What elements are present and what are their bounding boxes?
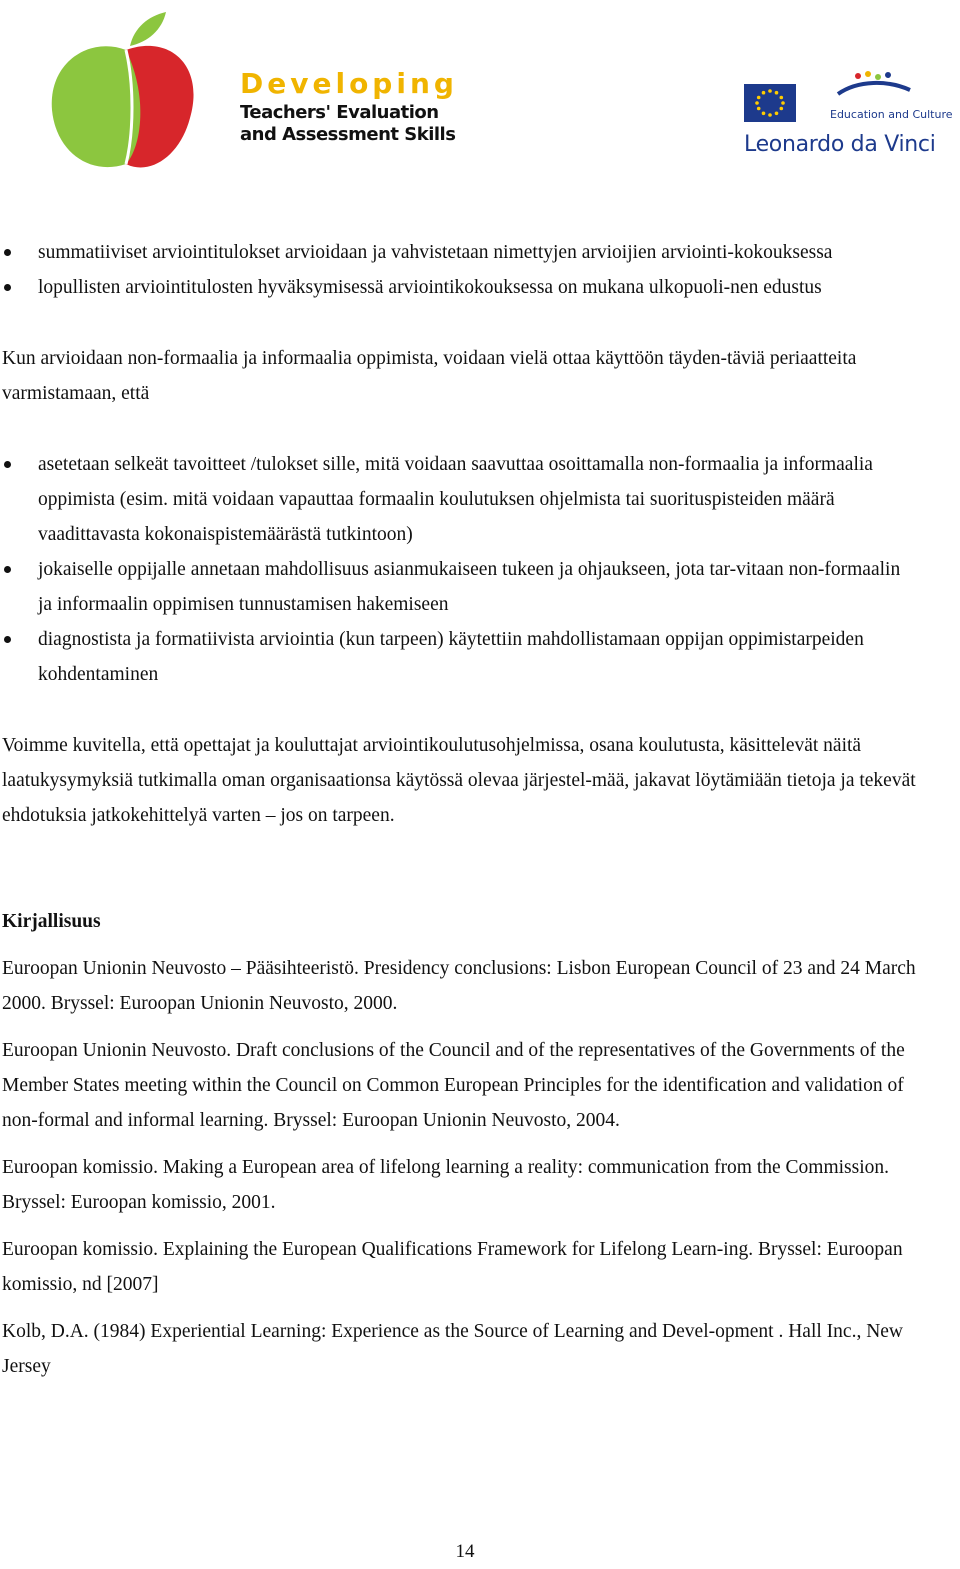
project-logo-text — [240, 67, 458, 148]
list-item: jokaiselle oppijalle annetaan mahdollisuus asianmukaiseen tukeen ja ohjaukseen, jota tar-vitaan non-formaalin ja informaalin oppimisen tunnustamisen hakemiseen — [0, 552, 918, 622]
reference-item: Euroopan Unionin Neuvosto. Draft conclusions of the Council and of the representatives of the Governments of the Member States meeting within the Council on Common European Principles for the identification and validation of non-formal and informal learning. Bryssel: Euroopan Unionin Neuvosto, 2004. — [2, 1040, 905, 1131]
programme-name: Leonardo da Vinci — [744, 132, 936, 157]
list-item: asetetaan selkeät tavoitteet /tulokset sille, mitä voidaan saavuttaa osoittamalla non-formaalia ja informaalia oppimista (esim. mitä voidaan vapauttaa formaalin koulutuksen ohjelmista tai suorituspisteiden määrä vaadittavasta kokonaispistemäärästä tutkintoon) — [0, 447, 918, 552]
list-item: summatiiviset arviointitulokset arvioidaan ja vahvistetaan nimettyjen arvioijien arviointi-kokouksessa — [0, 235, 918, 270]
reference-item: Kolb, D.A. (1984) Experiential Learning: Experience as the Source of Learning and Devel-opment . Hall Inc., New Jersey — [2, 1321, 904, 1377]
logo-line-2: Teachers' Evaluation — [240, 102, 439, 123]
body-paragraph-2: Voimme kuvitella, että opettajat ja kouluttajat arviointikoulutusohjelmissa, osana koulutusta, käsittelevät näitä laatukysymyksiä tutkimalla oman organisaationsa käytössä olevaa järjestel-mää, jakavat löytämiään tietoja ja tekevät ehdotuksia jatkokehittelyä varten – jos on tarpeen. — [2, 735, 916, 826]
leonardo-logo — [740, 68, 956, 164]
programme-label: Education and Culture — [830, 108, 953, 121]
eu-flag-icon — [744, 84, 796, 122]
apple-logo-icon — [30, 6, 210, 184]
bullet-list-2 — [0, 447, 960, 692]
logo-line-3: and Assessment Skills — [240, 124, 456, 145]
reference-item: Euroopan komissio. Making a European area of lifelong learning a reality: communication from the Commission. Bryssel: Euroopan komissio, 2001. — [2, 1157, 890, 1213]
bullet-list-1 — [0, 235, 960, 305]
references-heading: Kirjallisuus — [2, 911, 101, 932]
reference-item: Euroopan Unionin Neuvosto – Pääsihteeristö. Presidency conclusions: Lisbon European Council of 23 and 24 March 2000. Bryssel: Euroopan Unionin Neuvosto, 2000. — [2, 958, 916, 1014]
project-logo — [30, 6, 458, 184]
body-paragraph-1: Kun arvioidaan non-formaalia ja informaalia oppimista, voidaan vielä ottaa käyttöön täyden-täviä periaatteita varmistamaan, että — [2, 348, 857, 404]
education-culture-icon — [828, 68, 918, 104]
page-header — [0, 0, 960, 190]
page-number: 14 — [455, 1541, 475, 1562]
reference-item: Euroopan komissio. Explaining the European Qualifications Framework for Lifelong Learn-ing. Bryssel: Euroopan komissio, nd [2007] — [2, 1239, 903, 1295]
list-item: diagnostista ja formatiivista arviointia (kun tarpeen) käytettiin mahdollistamaan oppijan oppimistarpeiden kohdentaminen — [0, 622, 918, 692]
list-item: lopullisten arviointitulosten hyväksymisessä arviointikokouksessa on mukana ulkopuoli-nen edustus — [0, 270, 918, 305]
page-body — [0, 235, 960, 1396]
logo-line-1: Developing — [240, 67, 458, 100]
